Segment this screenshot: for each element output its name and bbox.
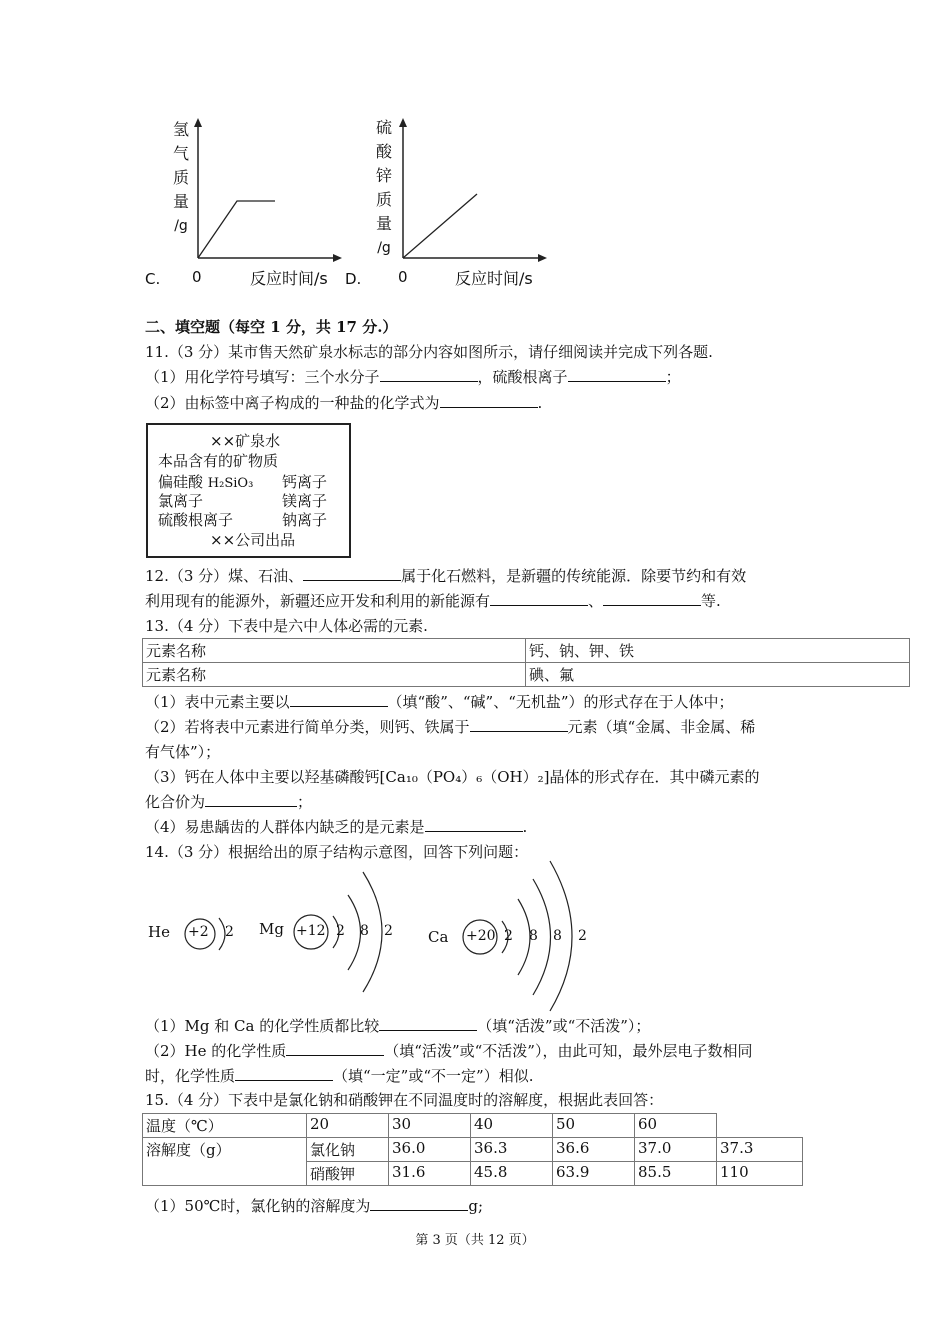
answer-blank[interactable] [286,1040,384,1056]
table-cell: 60 [635,1114,717,1138]
atom-mg-shell: 8 [360,923,369,939]
q13-part3: （3）钙在人体中主要以羟基磷酸钙[Ca₁₀（PO₄）₆（OH）₂]晶体的形式存在．其中磷元素的 [145,768,760,786]
table-cell: 37.0 [635,1138,717,1162]
q13-part3-cont: 化合价为 ； [145,793,313,811]
label-item: 氯离子 [158,492,204,510]
table-cell: 50 [553,1114,635,1138]
option-d-label: D. [345,270,362,288]
table-cell: 37.3 [717,1138,803,1162]
graph-d-origin: 0 [398,268,408,286]
graph-c-curve [198,201,275,258]
table-cell: 110 [717,1162,803,1186]
table-cell: 63.9 [553,1162,635,1186]
atom-he-nucleus: +2 [188,924,209,940]
table-cell: 36.0 [389,1138,471,1162]
answer-blank[interactable] [379,1015,477,1031]
table-row [143,663,910,687]
atom-he-shell: 2 [225,924,234,940]
table-cell: 硝酸钾 [307,1162,389,1186]
table-cell: 20 [307,1114,389,1138]
graph-c-origin: 0 [192,268,202,286]
label-item: 硫酸根离子 [158,511,234,529]
q12-line2: 利用现有的能源外，新疆还应开发和利用的新能源有 、 等. [145,592,721,610]
table-cell: 30 [389,1114,471,1138]
atom-mg-symbol: Mg [259,920,284,938]
q13-stem: 13.（4 分）下表中是六中人体必需的元素. [145,617,428,635]
table-cell: 40 [471,1114,553,1138]
atom-mg-shell: 2 [336,923,345,939]
label-formula: H₂SiO₃ [207,476,254,491]
elements-table [142,638,910,687]
table-cell: 碘、氟 [526,663,910,687]
answer-blank[interactable] [425,816,523,832]
table-cell: 温度（℃） [143,1114,307,1138]
q14-part2: （2）He 的化学性质 （填“活泼”或“不活泼”），由此可知，最外层电子数相同 [145,1042,753,1060]
answer-blank[interactable] [205,791,297,807]
page-footer: 第 3 页（共 12 页） [415,1233,535,1248]
table-cell: 元素名称 [143,663,526,687]
graph-c-axes [190,118,350,268]
answer-blank[interactable] [303,565,401,581]
atom-mg-nucleus: +12 [296,923,326,939]
answer-blank[interactable] [370,1195,468,1211]
atom-ca-shell: 2 [578,928,587,944]
q12-line1: 12.（3 分）煤、石油、 属于化石燃料，是新疆的传统能源．除要节约和有效 [145,567,747,585]
label-footer: ××公司出品 [210,531,296,549]
table-cell: 钙、钠、钾、铁 [526,639,910,663]
q13-part1: （1）表中元素主要以 （填“酸”、“碱”、“无机盐”）的形式存在于人体中； [145,693,734,711]
graph-d-xlabel: 反应时间/s [455,269,533,288]
table-cell: 氯化钠 [307,1138,389,1162]
answer-blank[interactable] [235,1065,333,1081]
answer-blank[interactable] [470,716,568,732]
atom-ca-shell: 2 [504,928,513,944]
mineral-water-label [146,423,351,558]
q14-stem: 14.（3 分）根据给出的原子结构示意图，回答下列问题： [145,843,529,861]
table-cell: 45.8 [471,1162,553,1186]
graph-d-curve [403,194,477,258]
label-title: ××矿泉水 [210,432,281,450]
answer-blank[interactable] [290,691,388,707]
graph-d-axes [395,118,555,268]
q13-part2-cont: 有气体”）； [145,743,221,761]
label-item: 钠离子 [282,511,328,529]
q15-part1: （1）50℃时，氯化钠的溶解度为 g; [145,1197,484,1215]
answer-blank[interactable] [603,590,701,606]
answer-blank[interactable] [490,590,588,606]
label-item: 镁离子 [282,492,328,510]
q11-part2: （2）由标签中离子构成的一种盐的化学式为 . [145,394,543,412]
table-row [143,1138,803,1162]
label-item: 偏硅酸 [158,473,204,491]
table-row [143,639,910,663]
q15-stem: 15.（4 分）下表中是氯化钠和硝酸钾在不同温度时的溶解度，根据此表回答： [145,1091,664,1109]
atom-he-structure [175,900,245,970]
q13-part2: （2）若将表中元素进行简单分类，则钙、铁属于 元素（填“金属、非金属、稀 [145,718,756,736]
answer-blank[interactable] [380,366,478,382]
graph-d-ylabel: 硫 酸 锌 质 量 /g [375,118,392,256]
atom-ca-symbol: Ca [428,928,449,946]
graph-c-xlabel: 反应时间/s [250,269,328,288]
answer-blank[interactable] [440,392,538,408]
atom-ca-shell: 8 [529,928,538,944]
graph-c-ylabel: 氢 气 质 量 /g [172,120,189,234]
table-cell: 36.6 [553,1138,635,1162]
atom-mg-shell: 2 [384,923,393,939]
solubility-table [142,1113,803,1186]
atom-ca-nucleus: +20 [466,928,496,944]
table-cell: 元素名称 [143,639,526,663]
label-item: 钙离子 [282,473,328,491]
table-cell: 85.5 [635,1162,717,1186]
label-line: 本品含有的矿物质 [158,452,279,470]
atom-ca-shell: 8 [553,928,562,944]
answer-blank[interactable] [568,366,666,382]
section-title: 二、填空题（每空 1 分，共 17 分.） [145,318,398,336]
option-c-label: C. [145,270,161,288]
q14-part1: （1）Mg 和 Ca 的化学性质都比较 （填“活泼”或“不活泼”）； [145,1017,651,1035]
table-cell: 溶解度（g） [143,1138,307,1186]
q14-part3: 时，化学性质 （填“一定”或“不一定”）相似. [145,1067,534,1085]
q11-part1: （1）用化学符号填写：三个水分子 ，硫酸根离子 ； [145,368,681,386]
q13-part4: （4）易患龋齿的人群体内缺乏的是元素是 . [145,818,528,836]
table-cell: 36.3 [471,1138,553,1162]
q11-stem: 11.（3 分）某市售天然矿泉水标志的部分内容如图所示，请仔细阅读并完成下列各题. [145,343,713,361]
table-cell: 31.6 [389,1162,471,1186]
atom-he-symbol: He [148,923,170,941]
table-row [143,1114,803,1138]
